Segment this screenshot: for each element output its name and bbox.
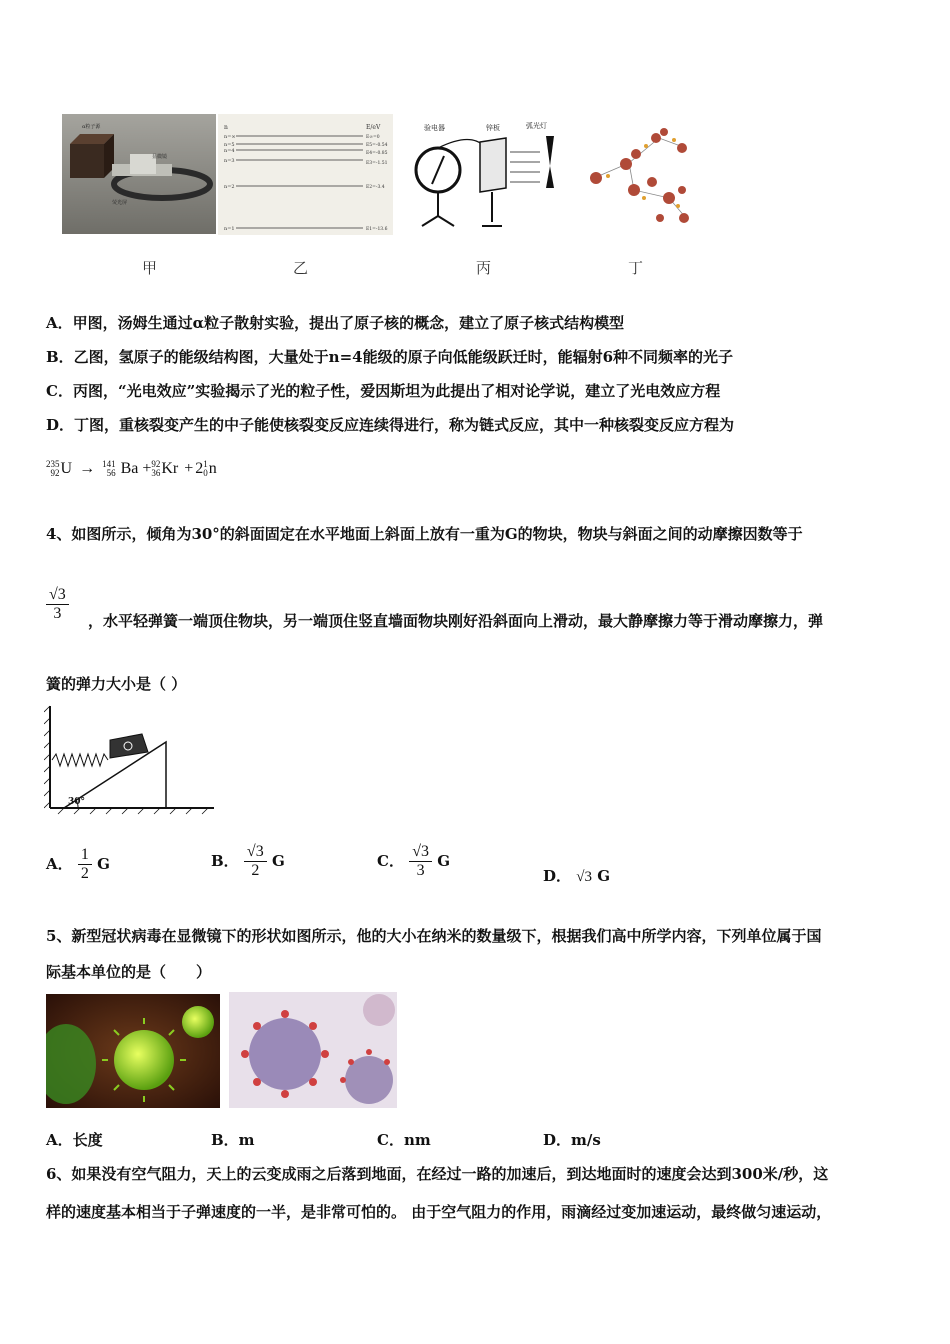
q4-option-c[interactable]: C． $\frac{√3}{3}$ G	[377, 843, 451, 880]
caption-jia: 甲	[142, 259, 158, 277]
kr-isotope: 92 36	[151, 459, 161, 479]
svg-text:E1=-13.6: E1=-13.6	[366, 227, 388, 232]
svg-text:n=1: n=1	[224, 226, 235, 232]
yi-e-label: E/eV	[366, 124, 381, 131]
caption-bing: 丙	[476, 259, 492, 277]
svg-text:荧光屏: 荧光屏	[112, 200, 128, 206]
q3-option-a: A．甲图，汤姆生通过α粒子散射实验，提出了原子核的概念，建立了原子核式结构模型	[46, 314, 625, 332]
q4-option-a[interactable]: A． $\frac{1}{2}$ G	[46, 846, 110, 883]
svg-text:n=4: n=4	[224, 148, 235, 154]
q3-option-c: C．丙图，“光电效应”实验揭示了光的粒子性，爱因斯坦为此提出了相对论学说，建立了光电效应方程	[46, 382, 721, 400]
yi-n-label: n	[224, 124, 228, 131]
n-isotope: 1 0	[203, 459, 208, 479]
q6-line2: 样的速度基本相当于子弹速度的一半，是非常可怕的。 由于空气阻力的作用，雨滴经过变加速运动，最终做匀速运动，	[46, 1203, 832, 1221]
caption-ding: 丁	[628, 259, 644, 277]
q4-option-b[interactable]: B． $\frac{√3}{2}$ G	[211, 843, 285, 880]
q5-option-b[interactable]: B．m	[211, 1131, 255, 1149]
svg-text:n=∞: n=∞	[224, 134, 236, 140]
svg-text:验电器: 验电器	[424, 124, 445, 132]
q4-line3: 簧的弹力大小是（ ）	[46, 675, 187, 693]
virus-image-green	[46, 994, 220, 1108]
svg-text:显微镜: 显微镜	[152, 154, 168, 160]
svg-text:α粒子源: α粒子源	[82, 124, 101, 130]
u-isotope: 235 92	[46, 459, 60, 479]
svg-text:E3=-1.51: E3=-1.51	[366, 161, 388, 166]
svg-text:E5=-0.54: E5=-0.54	[366, 143, 388, 148]
q5-option-a[interactable]: A．长度	[46, 1131, 103, 1149]
q4-line2: ，水平轻弹簧一端顶住物块，另一端顶住竖直墙面物块刚好沿斜面向上滑动，最大静摩擦力等于滑动摩擦力，弹	[88, 612, 824, 630]
q4-mu-fraction: $\frac{√3}{3}$	[46, 586, 69, 624]
fission-equation: 235 92 U → 141 56 Ba + 92 36 Kr + 2 1 0 n	[46, 459, 217, 479]
svg-text:E∞=0: E∞=0	[366, 135, 380, 140]
q5-option-c[interactable]: C．nm	[377, 1131, 431, 1149]
ba-isotope: 141 56	[102, 459, 116, 479]
svg-text:E2=-3.4: E2=-3.4	[366, 185, 385, 190]
q5-line2: 际基本单位的是（ ）	[46, 963, 212, 981]
svg-text:n=5: n=5	[224, 142, 235, 148]
figure-ding-chain-reaction	[574, 118, 699, 238]
q3-option-d: D．丁图，重核裂变产生的中子能使核裂变反应连续得进行，称为链式反应，其中一种核裂变反应方程为	[46, 416, 735, 434]
q5-line1: 5、新型冠状病毒在显微镜下的形状如图所示，他的大小在纳米的数量级下，根据我们高中所学内容，下列单位属于国	[46, 927, 822, 945]
angle-label: 30°	[68, 797, 86, 807]
q6-line1: 6、如果没有空气阻力，天上的云变成雨之后落到地面，在经过一路的加速后，到达地面时的速度会达到300米/秒，这	[46, 1165, 829, 1183]
q5-option-d[interactable]: D．m/s	[543, 1131, 601, 1149]
q4-option-d[interactable]: D． √3 G	[543, 867, 611, 885]
figure-yi-energy-levels	[218, 114, 393, 235]
svg-text:n=2: n=2	[224, 184, 235, 190]
virus-image-pink	[229, 992, 397, 1108]
svg-text:锌板: 锌板	[486, 124, 500, 132]
q4-incline-figure	[44, 704, 216, 816]
svg-text:E4=-0.85: E4=-0.85	[366, 151, 388, 156]
q4-line1: 4、如图所示，倾角为30°的斜面固定在水平地面上斜面上放有一重为G的物块，物块与斜面之间的动摩擦因数等于	[46, 525, 803, 543]
svg-text:n=3: n=3	[224, 158, 235, 164]
caption-yi: 乙	[293, 259, 309, 277]
svg-text:弧光灯: 弧光灯	[526, 122, 547, 130]
q3-option-b: B．乙图，氢原子的能级结构图，大量处于n=4能级的原子向低能级跃迁时，能辐射6种不同频率的光子	[46, 348, 734, 366]
figure-bing-photoelectric	[410, 118, 590, 233]
figure-jia	[62, 114, 216, 234]
